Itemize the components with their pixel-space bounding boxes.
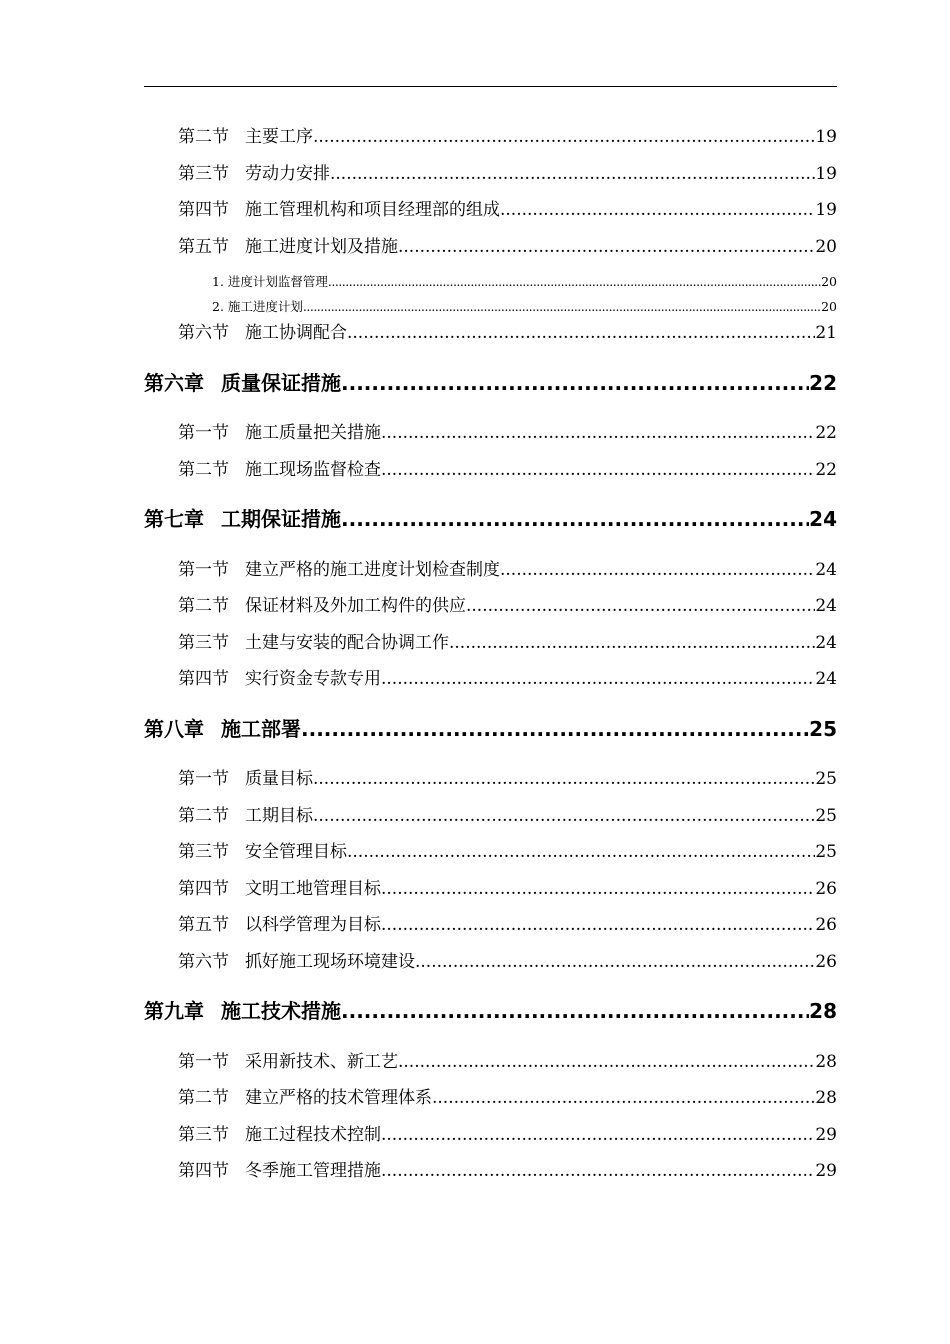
toc-entry-label — [178, 558, 500, 582]
toc-page-number: 19 — [815, 164, 837, 184]
toc-entry-label — [178, 421, 381, 445]
toc-entry-label — [178, 321, 347, 345]
toc-section-entry[interactable] — [178, 950, 837, 974]
toc-entry-title: 实行资金专款专用 — [245, 669, 381, 689]
toc-entry-title: 施工现场监督检查 — [245, 460, 381, 480]
toc-entry-number: 第六节 — [178, 952, 229, 972]
toc-entry-number: 第三节 — [178, 633, 229, 653]
toc-dot-leader — [381, 913, 815, 937]
toc-page-number: 25 — [815, 769, 837, 789]
toc-entry-label — [178, 1086, 432, 1110]
toc-section-entry[interactable] — [178, 877, 837, 901]
toc-entry-number: 第二节 — [178, 806, 229, 826]
toc-entry-title: 建立严格的施工进度计划检查制度 — [245, 560, 500, 580]
toc-entry-number: 第三节 — [178, 164, 229, 184]
toc-entry-title: 2. 施工进度计划 — [212, 299, 303, 314]
toc-entry-title: 1. 进度计划监督管理 — [212, 274, 328, 289]
toc-page-number: 26 — [815, 879, 837, 899]
toc-dot-leader — [381, 667, 815, 691]
toc-entry-title: 质量目标 — [245, 769, 313, 789]
toc-entry-number: 第二节 — [178, 127, 229, 147]
toc-section-entry[interactable] — [178, 840, 837, 864]
toc-page-number: 28 — [815, 1052, 837, 1072]
toc-page-number: 25 — [815, 842, 837, 862]
toc-dot-leader — [347, 840, 815, 864]
toc-page-number: 26 — [815, 952, 837, 972]
toc-entry-title: 冬季施工管理措施 — [245, 1161, 381, 1181]
toc-dot-leader — [313, 767, 815, 791]
toc-entry-number: 第三节 — [178, 1125, 229, 1145]
toc-dot-leader — [347, 321, 815, 345]
toc-section-entry[interactable] — [178, 767, 837, 791]
toc-entry-label — [178, 162, 330, 186]
toc-section-entry[interactable] — [178, 913, 837, 937]
toc-dot-leader — [341, 997, 809, 1025]
toc-dot-leader — [381, 877, 815, 901]
toc-entry-title: 工期保证措施 — [221, 507, 341, 531]
toc-page-number: 22 — [815, 423, 837, 443]
toc-section-entry[interactable] — [178, 198, 837, 222]
toc-page-number: 26 — [815, 915, 837, 935]
toc-subitem-entry[interactable] — [212, 298, 837, 316]
toc-entry-number: 第四节 — [178, 669, 229, 689]
toc-dot-leader — [341, 369, 809, 397]
toc-entry-number: 第九章 — [144, 999, 204, 1023]
toc-page-number: 24 — [809, 507, 837, 531]
toc-entry-number: 第一节 — [178, 1052, 229, 1072]
toc-entry-title: 施工技术措施 — [221, 999, 341, 1023]
toc-entry-label — [144, 715, 301, 743]
toc-entry-number: 第四节 — [178, 200, 229, 220]
toc-entry-title: 施工协调配合 — [245, 323, 347, 343]
toc-entry-title: 保证材料及外加工构件的供应 — [245, 596, 466, 616]
toc-section-entry[interactable] — [178, 667, 837, 691]
toc-dot-leader — [500, 198, 815, 222]
toc-page-number: 19 — [815, 127, 837, 147]
toc-section-entry[interactable] — [178, 162, 837, 186]
toc-entry-title: 文明工地管理目标 — [245, 879, 381, 899]
toc-dot-leader — [313, 125, 815, 149]
toc-page-number: 20 — [815, 237, 837, 257]
toc-entry-title: 劳动力安排 — [245, 164, 330, 184]
toc-section-entry[interactable] — [178, 421, 837, 445]
toc-entry-label — [178, 1159, 381, 1183]
toc-section-entry[interactable] — [178, 631, 837, 655]
toc-dot-leader — [328, 273, 821, 291]
toc-entry-title: 施工质量把关措施 — [245, 423, 381, 443]
toc-dot-leader — [466, 594, 815, 618]
toc-entry-label — [178, 950, 415, 974]
toc-dot-leader — [330, 162, 815, 186]
toc-dot-leader — [500, 558, 815, 582]
toc-page-number: 28 — [815, 1088, 837, 1108]
toc-dot-leader — [398, 235, 815, 259]
toc-chapter-entry[interactable] — [144, 369, 837, 397]
toc-entry-number: 第一节 — [178, 423, 229, 443]
toc-section-entry[interactable] — [178, 1123, 837, 1147]
toc-entry-title: 工期目标 — [245, 806, 313, 826]
toc-dot-leader — [381, 421, 815, 445]
toc-entry-label — [178, 877, 381, 901]
toc-entry-title: 施工过程技术控制 — [245, 1125, 381, 1145]
toc-entry-label — [178, 667, 381, 691]
toc-entry-number: 第七章 — [144, 507, 204, 531]
toc-entry-title: 安全管理目标 — [245, 842, 347, 862]
toc-section-entry[interactable] — [178, 458, 837, 482]
toc-entry-number: 第五节 — [178, 237, 229, 257]
toc-page-number: 22 — [809, 371, 837, 395]
toc-chapter-entry[interactable] — [144, 997, 837, 1025]
toc-dot-leader — [398, 1050, 815, 1074]
toc-page-number: 21 — [815, 323, 837, 343]
toc-entry-label — [178, 458, 381, 482]
toc-page-number: 29 — [815, 1125, 837, 1145]
toc-entry-label — [178, 631, 449, 655]
toc-entry-number: 第二节 — [178, 1088, 229, 1108]
toc-page-number: 25 — [809, 717, 837, 741]
toc-section-entry[interactable] — [178, 235, 837, 259]
toc-section-entry[interactable] — [178, 804, 837, 828]
toc-dot-leader — [381, 1123, 815, 1147]
toc-entry-number: 第四节 — [178, 879, 229, 899]
toc-chapter-entry[interactable] — [144, 715, 837, 743]
toc-entry-title: 主要工序 — [245, 127, 313, 147]
toc-page-number: 19 — [815, 200, 837, 220]
toc-entry-label — [144, 505, 341, 533]
toc-entry-title: 抓好施工现场环境建设 — [245, 952, 415, 972]
header-rule — [144, 86, 837, 87]
toc-section-entry[interactable] — [178, 1050, 837, 1074]
toc-page-number: 29 — [815, 1161, 837, 1181]
toc-section-entry[interactable] — [178, 594, 837, 618]
toc-page-number: 20 — [821, 274, 837, 289]
toc-chapter-entry[interactable] — [144, 505, 837, 533]
toc-entry-title: 建立严格的技术管理体系 — [245, 1088, 432, 1108]
toc-entry-number: 第四节 — [178, 1161, 229, 1181]
toc-dot-leader — [303, 298, 821, 316]
toc-dot-leader — [415, 950, 815, 974]
toc-entry-label — [178, 767, 313, 791]
toc-entry-number: 第六节 — [178, 323, 229, 343]
toc-page-number: 22 — [815, 460, 837, 480]
toc-section-entry[interactable] — [178, 1159, 837, 1183]
toc-entry-label — [178, 1123, 381, 1147]
toc-dot-leader — [301, 715, 809, 743]
toc-entry-label — [178, 840, 347, 864]
toc-entry-label — [178, 1050, 398, 1074]
toc-page-number: 20 — [821, 299, 837, 314]
toc-entry-label — [212, 298, 303, 316]
toc-page-number: 28 — [809, 999, 837, 1023]
toc-dot-leader — [313, 804, 815, 828]
toc-entry-number: 第一节 — [178, 769, 229, 789]
toc-entry-label — [212, 273, 328, 291]
toc-page-number: 24 — [815, 560, 837, 580]
toc-page-number: 24 — [815, 669, 837, 689]
toc-entry-title: 土建与安装的配合协调工作 — [245, 633, 449, 653]
toc-entry-title: 质量保证措施 — [221, 371, 341, 395]
toc-entry-title: 施工管理机构和项目经理部的组成 — [245, 200, 500, 220]
toc-dot-leader — [381, 1159, 815, 1183]
toc-subitem-entry[interactable] — [212, 273, 837, 291]
toc-entry-title: 采用新技术、新工艺 — [245, 1052, 398, 1072]
toc-entry-label — [178, 235, 398, 259]
toc-entry-number: 第八章 — [144, 717, 204, 741]
toc-dot-leader — [449, 631, 815, 655]
toc-section-entry[interactable] — [178, 558, 837, 582]
toc-section-entry[interactable] — [178, 1086, 837, 1110]
toc-entry-number: 第五节 — [178, 915, 229, 935]
toc-entry-title: 以科学管理为目标 — [245, 915, 381, 935]
toc-entry-number: 第三节 — [178, 842, 229, 862]
toc-entry-number: 第二节 — [178, 596, 229, 616]
toc-entry-label — [178, 594, 466, 618]
toc-page-number: 24 — [815, 633, 837, 653]
toc-page-number: 24 — [815, 596, 837, 616]
toc-entry-title: 施工进度计划及措施 — [245, 237, 398, 257]
toc-entry-label — [144, 997, 341, 1025]
toc-entry-number: 第一节 — [178, 560, 229, 580]
toc-entry-label — [178, 198, 500, 222]
toc-page-number: 25 — [815, 806, 837, 826]
toc-section-entry[interactable] — [178, 125, 837, 149]
toc-entry-label — [144, 369, 341, 397]
toc-entry-label — [178, 913, 381, 937]
toc-dot-leader — [432, 1086, 815, 1110]
toc-section-entry[interactable] — [178, 321, 837, 345]
toc-entry-label — [178, 804, 313, 828]
toc-entry-title: 施工部署 — [221, 717, 301, 741]
toc-entry-number: 第六章 — [144, 371, 204, 395]
toc-entry-label — [178, 125, 313, 149]
toc-dot-leader — [381, 458, 815, 482]
toc-entry-number: 第二节 — [178, 460, 229, 480]
toc-dot-leader — [341, 505, 809, 533]
